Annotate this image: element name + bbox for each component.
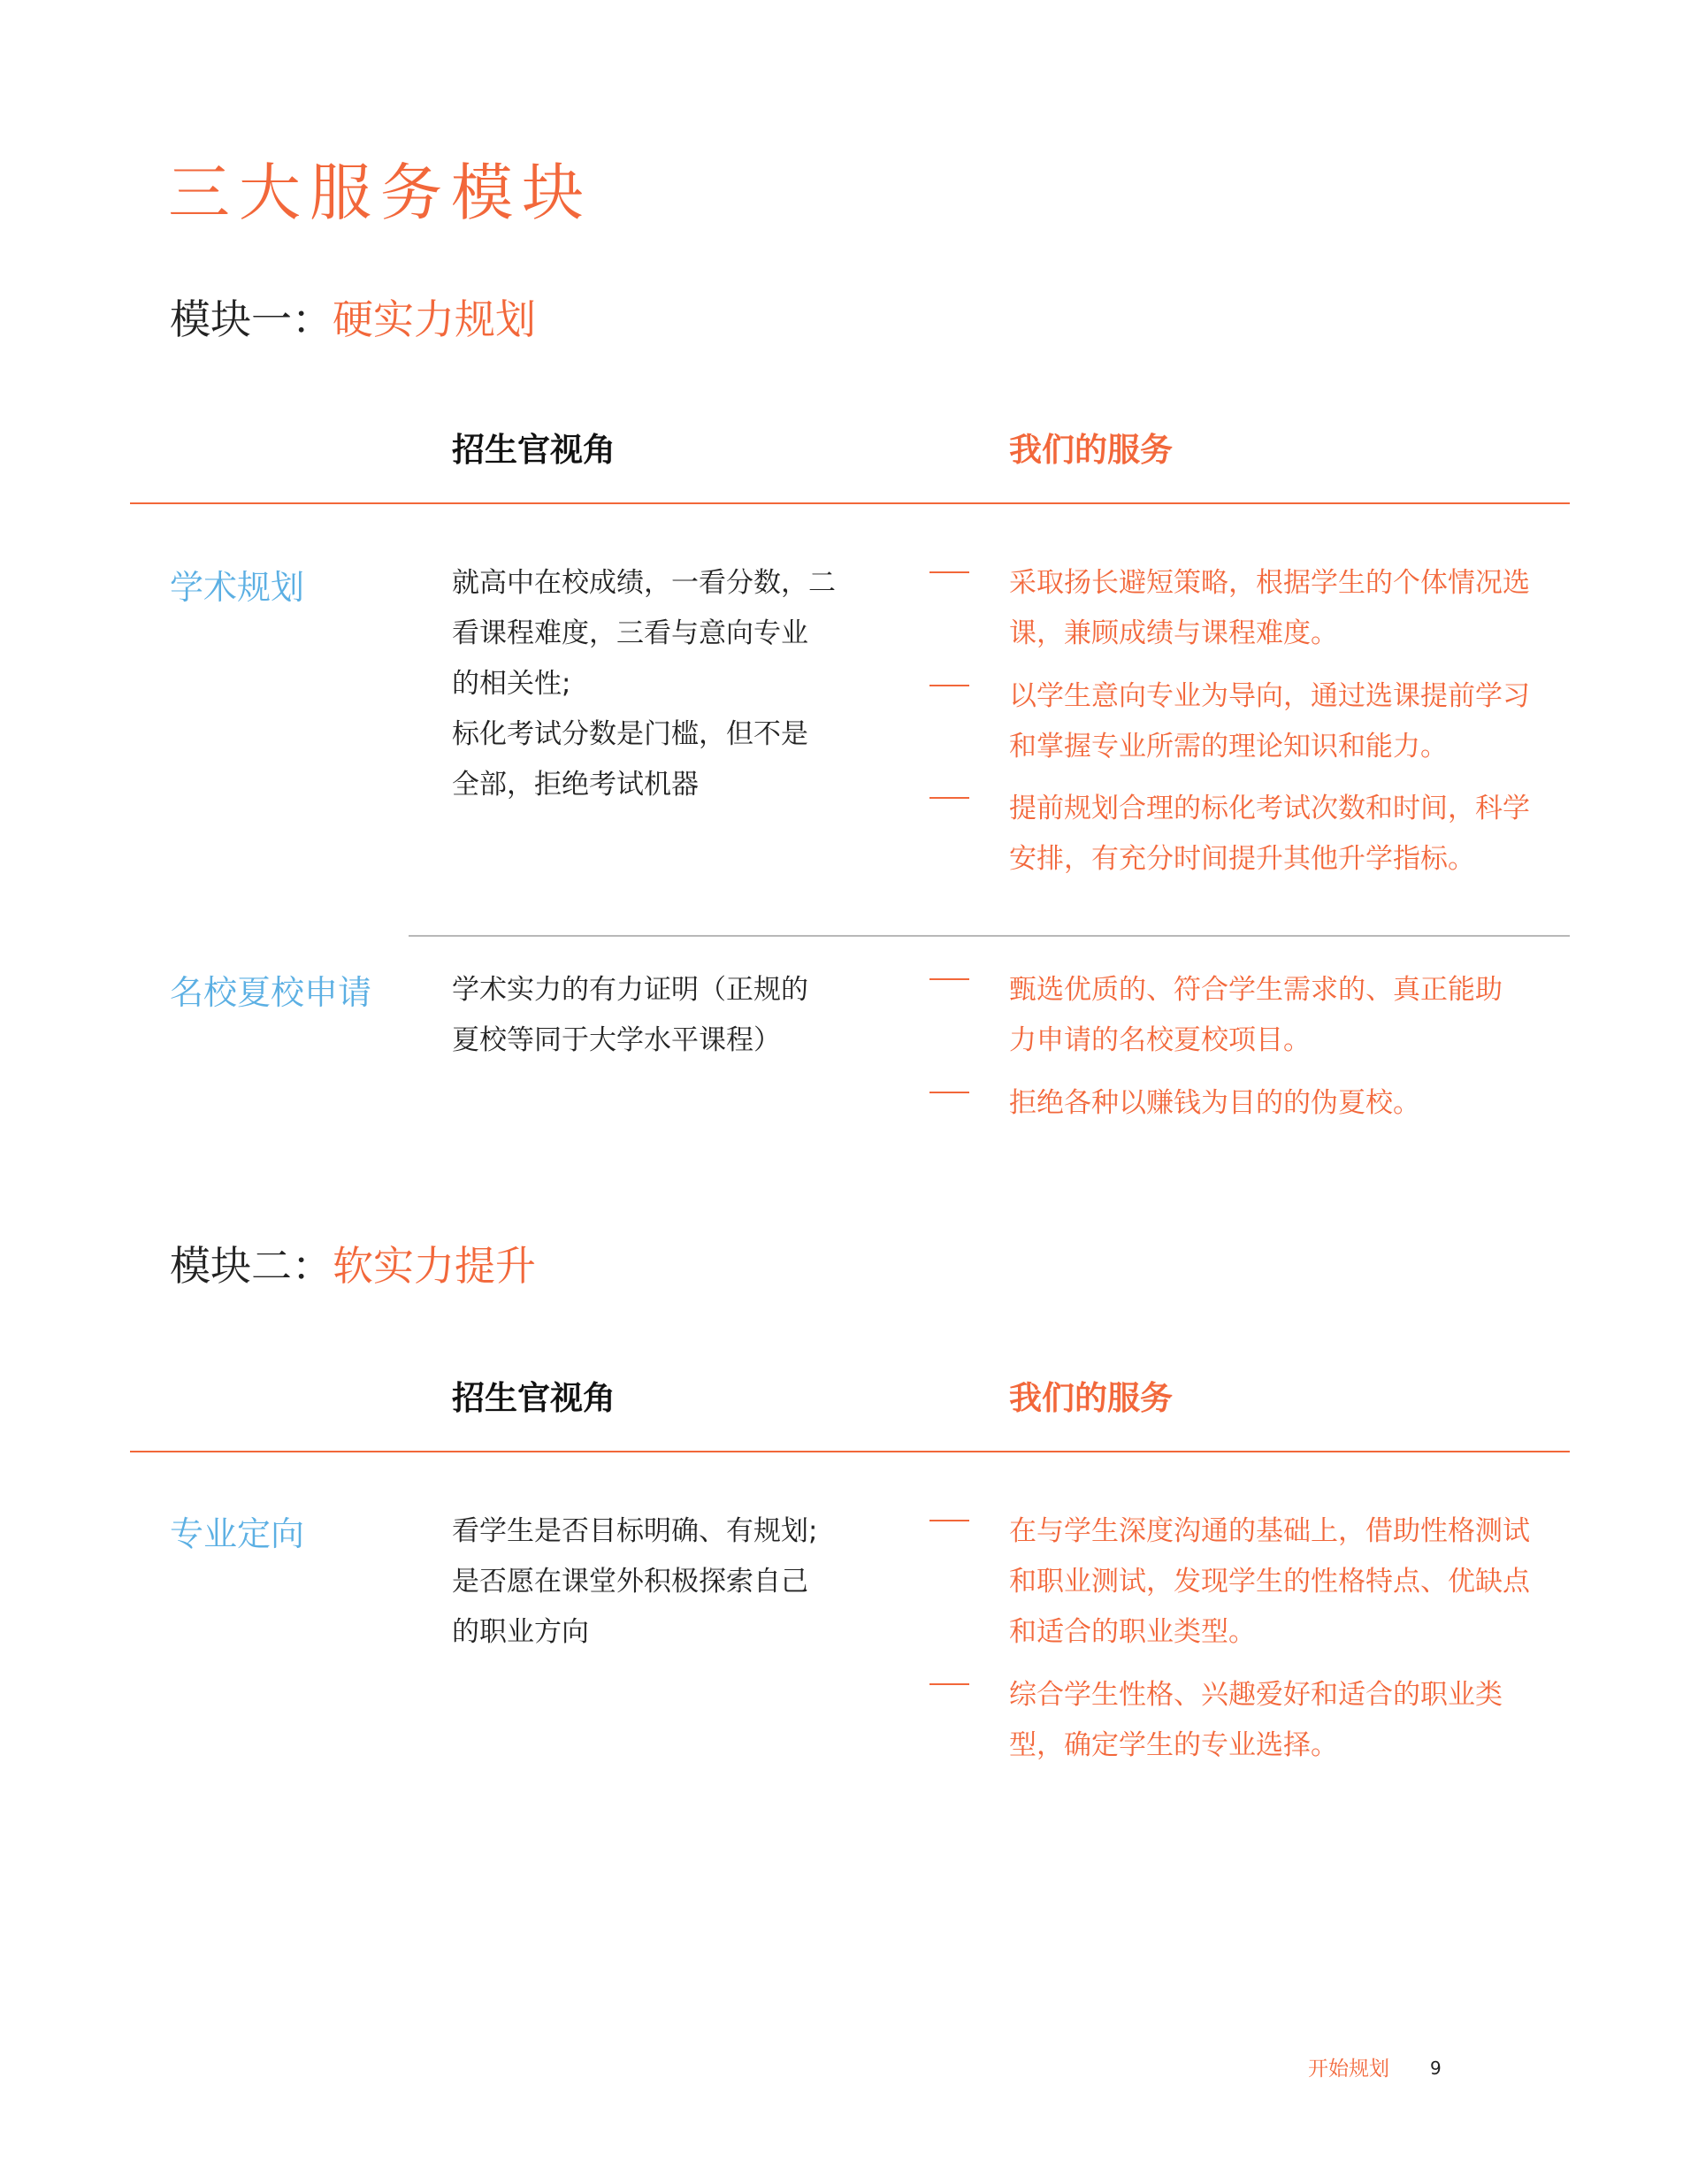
perspective-text	[452, 558, 836, 810]
row-label: 专业定向	[170, 1514, 305, 1553]
module-title	[170, 295, 536, 344]
dash-marker	[929, 685, 969, 686]
footer-section-title: 开始规划	[1308, 2058, 1389, 2081]
service-line: 安排，有充分时间提升其他升学指标。	[1009, 843, 1475, 875]
service-item	[1009, 671, 1530, 772]
service-line: 型，确定学生的专业选择。	[1009, 1728, 1338, 1761]
module-title	[170, 1241, 536, 1291]
service-list	[1009, 1506, 1530, 1782]
perspective-text	[452, 965, 808, 1066]
service-item	[1009, 1670, 1530, 1771]
module-name: 硬实力规划	[333, 295, 536, 343]
service-line: 力申请的名校夏校项目。	[1009, 1024, 1311, 1056]
dash-marker	[929, 978, 969, 980]
perspective-line: 的相关性;	[452, 668, 571, 700]
row-label: 学术规划	[170, 568, 305, 607]
dash-marker	[929, 1092, 969, 1093]
perspective-line: 夏校等同于大学水平课程）	[452, 1024, 781, 1056]
service-line: 课，兼顾成绩与课程难度。	[1009, 617, 1338, 649]
header-divider	[130, 502, 1570, 504]
service-item	[1009, 965, 1503, 1066]
service-line: 采取扬长避短策略，根据学生的个体情况选	[1009, 567, 1530, 599]
header-divider	[130, 1451, 1570, 1452]
dash-marker	[929, 1520, 969, 1521]
module-number: 模块一：	[170, 295, 333, 343]
perspective-line: 是否愿在课堂外积极探索自己	[452, 1566, 808, 1598]
module-name: 软实力提升	[333, 1242, 536, 1290]
perspective-line: 标化考试分数是门槛，但不是	[452, 718, 808, 750]
module-number: 模块二：	[170, 1242, 333, 1290]
service-line: 甄选优质的、符合学生需求的、真正能助	[1009, 974, 1503, 1006]
row-divider	[409, 935, 1570, 937]
perspective-line: 全部，拒绝考试机器	[452, 769, 699, 801]
perspective-line: 学术实力的有力证明（正规的	[452, 974, 808, 1006]
page-title: 三大服务模块	[168, 157, 593, 229]
service-item	[1009, 558, 1530, 659]
service-line: 综合学生性格、兴趣爱好和适合的职业类	[1009, 1678, 1503, 1711]
row-label: 名校夏校申请	[170, 973, 372, 1012]
perspective-text	[452, 1506, 817, 1658]
service-item	[1009, 1078, 1503, 1129]
dash-marker	[929, 571, 969, 573]
column-header-perspective: 招生官视角	[452, 431, 616, 469]
dash-marker	[929, 1683, 969, 1685]
service-item	[1009, 784, 1530, 885]
service-line: 提前规划合理的标化考试次数和时间，科学	[1009, 793, 1530, 824]
column-header-service: 我们的服务	[1009, 431, 1173, 469]
dash-marker	[929, 797, 969, 799]
service-line: 在与学生深度沟通的基础上，借助性格测试	[1009, 1515, 1530, 1547]
service-item	[1009, 1506, 1530, 1658]
service-line: 和掌握专业所需的理论知识和能力。	[1009, 730, 1448, 762]
column-header-service: 我们的服务	[1009, 1379, 1173, 1417]
page-number: 9	[1430, 2058, 1442, 2079]
service-line: 和适合的职业类型。	[1009, 1616, 1256, 1648]
service-line: 以学生意向专业为导向，通过选课提前学习	[1009, 679, 1530, 712]
perspective-line: 看课程难度，三看与意向专业	[452, 617, 808, 649]
perspective-line: 就高中在校成绩，一看分数，二	[452, 567, 836, 599]
column-header-perspective: 招生官视角	[452, 1379, 616, 1417]
service-list	[1009, 965, 1503, 1140]
service-line: 拒绝各种以赚钱为目的的伪夏校。	[1009, 1086, 1420, 1119]
service-line: 和职业测试，发现学生的性格特点、优缺点	[1009, 1566, 1530, 1598]
perspective-line: 的职业方向	[452, 1616, 589, 1648]
perspective-line: 看学生是否目标明确、有规划;	[452, 1515, 818, 1547]
service-list	[1009, 558, 1530, 897]
